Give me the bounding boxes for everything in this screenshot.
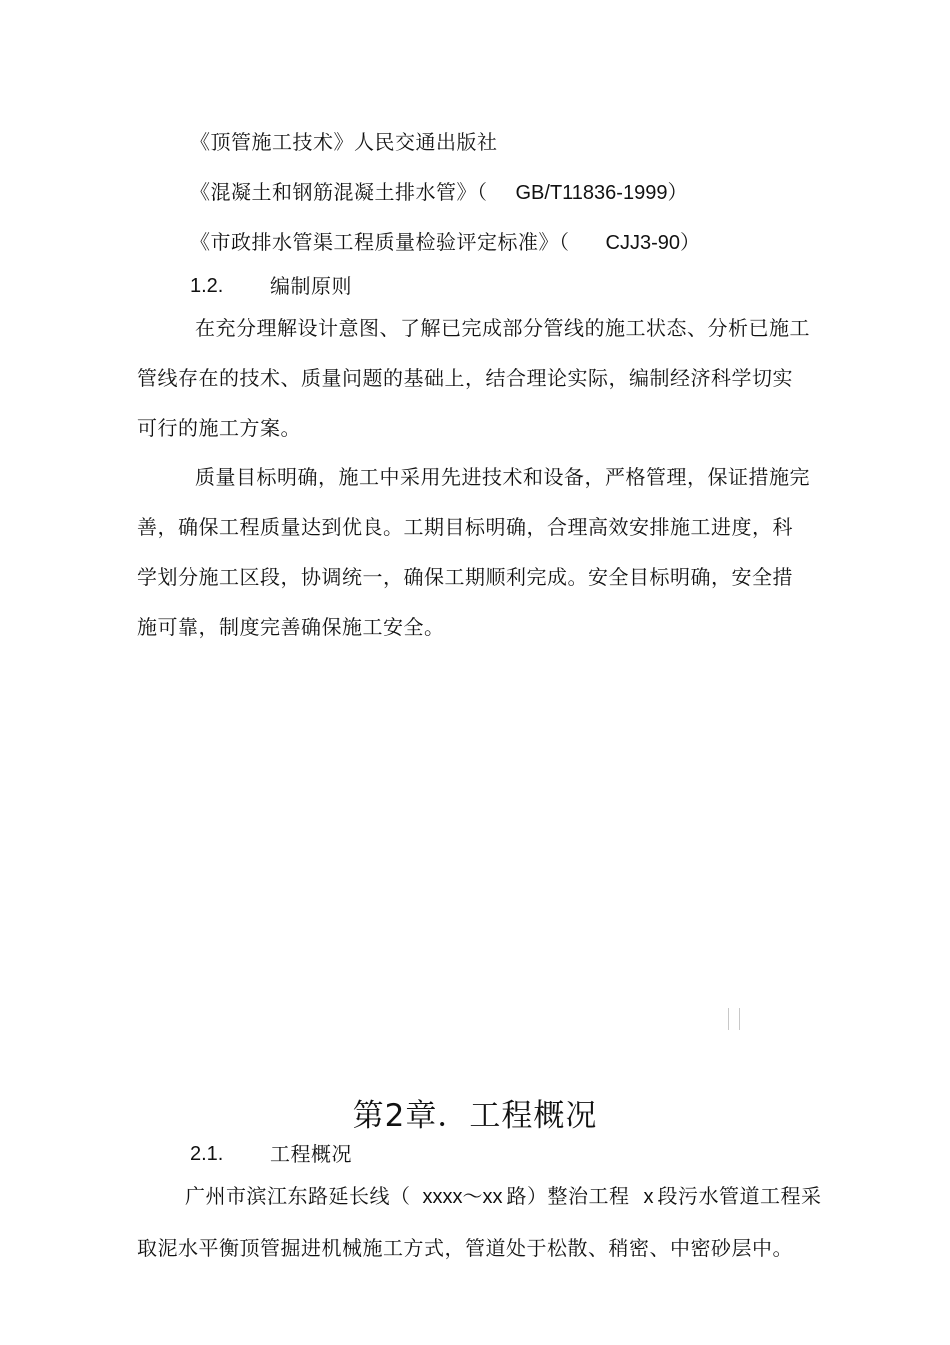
reference-3-close: ）: [679, 230, 701, 254]
line1-part-c: 路）整治工程: [506, 1184, 630, 1208]
section-2-1-number: 2.1.: [190, 1143, 224, 1165]
reference-3-code: CJJ3-90: [605, 232, 680, 254]
scan-mark-right: [739, 1008, 740, 1030]
chapter-2-title: 第2章．工程概况: [352, 1098, 598, 1134]
para1-line-2: 管线存在的技术、质量问题的基础上，结合理论实际，编制经济科学切实: [137, 366, 793, 390]
line1-part-d: x: [643, 1186, 654, 1208]
para1-line-3: 可行的施工方案。: [137, 416, 301, 440]
para2-line-4: 施可靠，制度完善确保施工安全。: [137, 615, 445, 639]
reference-2-text: 《混凝土和钢筋混凝土排水管》（: [190, 180, 488, 204]
para2-line-2: 善，确保工程质量达到优良。工期目标明确，合理高效安排施工进度，科: [137, 515, 793, 539]
reference-3: [190, 230, 700, 255]
section-2-1-line-2: 取泥水平衡顶管掘进机械施工方式，管道处于松散、稍密、中密砂层中。: [137, 1236, 793, 1260]
section-2-1-line-1: [185, 1184, 822, 1209]
reference-2-code: GB/T11836-1999: [515, 182, 668, 204]
reference-2-close: ）: [667, 180, 688, 204]
para1-line-1: 在充分理解设计意图、了解已完成部分管线的施工状态、分析已施工: [195, 316, 810, 340]
line1-part-a: 广州市滨江东路延长线（: [185, 1184, 411, 1208]
para2-line-1: 质量目标明确，施工中采用先进技术和设备，严格管理，保证措施完: [195, 465, 810, 489]
reference-2: [190, 180, 688, 205]
reference-1-text: 《顶管施工技术》人民交通出版社: [190, 130, 498, 154]
reference-3-text: 《市政排水管渠工程质量检验评定标准》（: [190, 230, 570, 254]
section-1-2-number: 1.2.: [190, 275, 224, 297]
reference-1: [190, 130, 498, 154]
scan-mark-left: [728, 1008, 729, 1030]
line1-part-e: 段污水管道工程采: [657, 1184, 822, 1208]
section-1-2-title: 编制原则: [270, 274, 352, 298]
section-2-1-title: 工程概况: [270, 1142, 352, 1166]
line1-part-b: xxxx～xx: [422, 1186, 503, 1208]
para2-line-3: 学划分施工区段，协调统一，确保工期顺利完成。安全目标明确，安全措: [137, 565, 793, 589]
